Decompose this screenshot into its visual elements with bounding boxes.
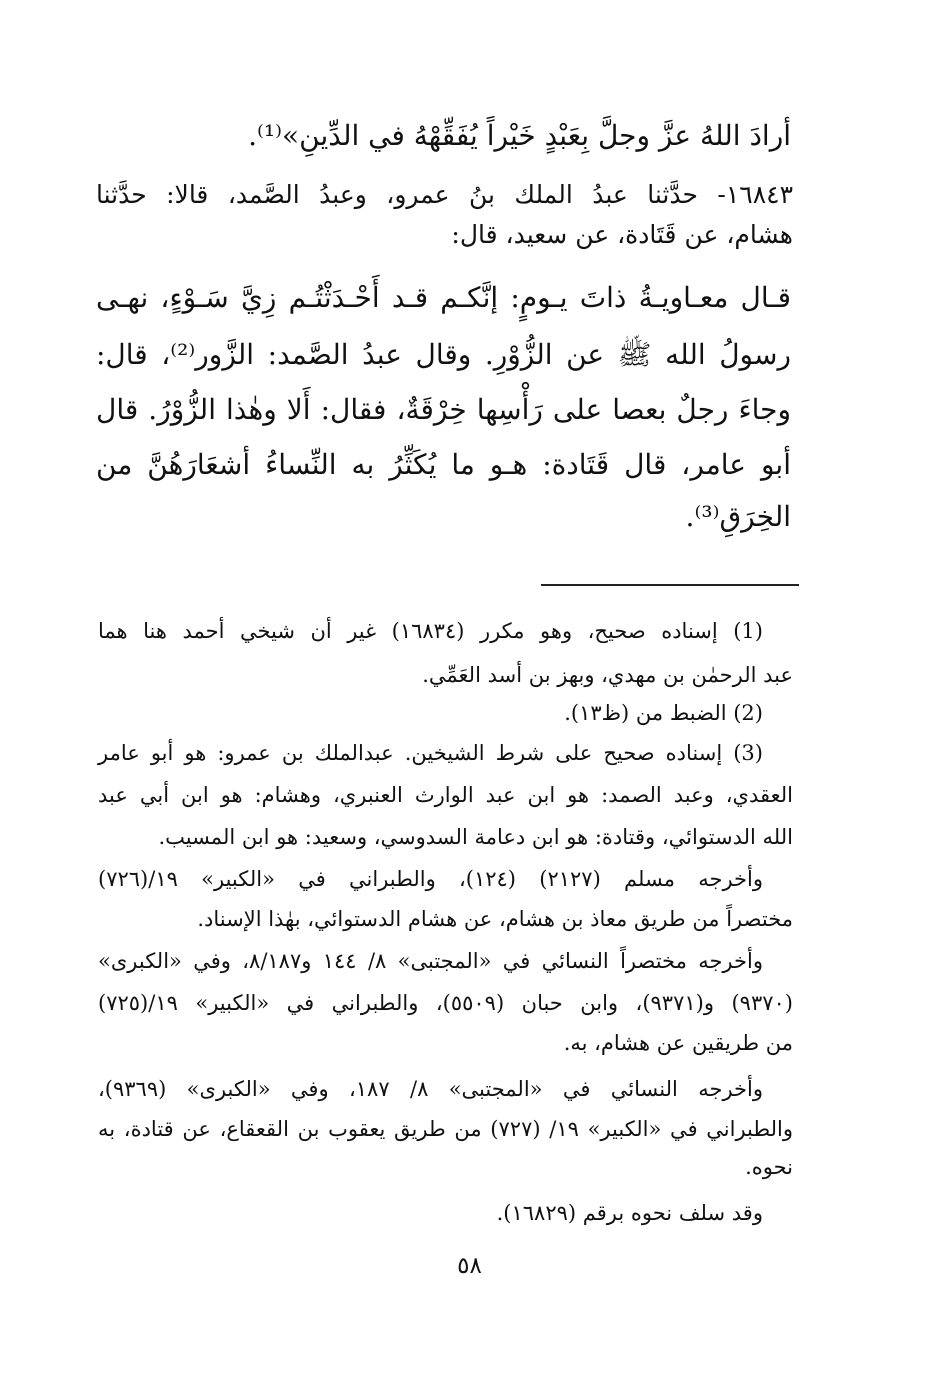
footnote-1-line-2: عبد الرحمٰن بن مهدي، وبهز بن أسد العَمِّي. xyxy=(422,663,793,687)
footnote-3-line-6: وأخرجه مختصراً النسائي في «المجتبى» ٨/ ١٤٤ و٨/١٨٧، وفي «الكبرى» xyxy=(98,949,763,973)
hadith-intro-line-2: هشام، عن قَتَادة، عن سعيد، قال: xyxy=(451,220,793,249)
hadith-intro-line-1: ١٦٨٤٣- حدَّثنا عبدُ الملك بنُ عمرو، وعبدُ الصَّمد، قالا: حدَّثنا xyxy=(96,180,793,209)
footnote-3-line-11: نحوه. xyxy=(745,1155,793,1179)
footnote-1-line-1: (1) إسناده صحيح، وهو مكرر (١٦٨٣٤) غير أن شيخي أحمد هنا هما xyxy=(98,619,763,643)
footnote-3-line-2: العقدي، وعبد الصمد: هو ابن عبد الوارث العنبري، وهشام: هو ابن أبي عبد xyxy=(98,783,793,807)
footnote-3-line-4: وأخرجه مسلم (٢١٢٧) (١٢٤)، والطبراني في «الكبير» ١٩/(٧٢٦) xyxy=(98,867,763,891)
hadith-text-line-4: أبو عامر، قال قَتَادة: هـو ما يُكَثِّرُ به النِّساءُ أشعَارَهُنَّ من xyxy=(96,448,791,481)
page-number: ٥٨ xyxy=(457,1253,482,1279)
footnote-3-line-3: الله الدستوائي، وقتادة: هو ابن دعامة السدوسي، وسعيد: هو ابن المسيب. xyxy=(158,825,793,849)
footnote-2: (2) الضبط من (ظ١٣). xyxy=(564,701,763,725)
hadith-text-line-1: قـال معـاويـةُ ذاتَ يـومٍ: إنَّكـم قـد أَحْـدَثْتُـم زِيَّ سَـوْءٍ، نهـى xyxy=(96,281,791,314)
hadith-text-line-5: الخِرَقِ⁽³⁾. xyxy=(685,500,791,533)
footnote-3-line-1: (3) إسناده صحيح على شرط الشيخين. عبدالملك بن عمرو: هو أبو عامر xyxy=(98,741,763,765)
hadith-text-line-3: وجاءَ رجلٌ بعصا على رَأْسِها خِرْقَةٌ، فقال: أَلا وهٰذا الزُّوْرُ. قال xyxy=(96,393,791,426)
opening-line: أرادَ اللهُ عزَّ وجلَّ بِعَبْدٍ خَيْراً يُفَقِّهْهُ في الدِّينِ»⁽¹⁾. xyxy=(248,119,791,152)
hadith-text-line-2: رسولُ الله ﷺ عن الزُّوْرِ. وقال عبدُ الصَّمد: الزَّور⁽²⁾، قال: xyxy=(96,338,792,371)
footnote-3-line-8: من طريقين عن هشام، به. xyxy=(563,1031,793,1055)
footnote-3-line-12: وقد سلف نحوه برقم (١٦٨٢٩). xyxy=(496,1201,763,1225)
footnote-3-line-9: وأخرجه النسائي في «المجتبى» ٨/ ١٨٧، وفي «الكبرى» (٩٣٦٩)، xyxy=(98,1077,763,1101)
footnote-3-line-5: مختصراً من طريق معاذ بن هشام، عن هشام الدستوائي، بهٰذا الإسناد. xyxy=(197,907,793,931)
footnote-divider xyxy=(541,584,799,586)
footnote-3-line-10: والطبراني في «الكبير» ١٩/ (٧٢٧) من طريق يعقوب بن القعقاع، عن قتادة، به xyxy=(98,1117,793,1141)
footnote-3-line-7: (٩٣٧٠) و(٩٣٧١)، وابن حبان (٥٥٠٩)، والطبراني في «الكبير» ١٩/(٧٢٥) xyxy=(98,991,793,1015)
